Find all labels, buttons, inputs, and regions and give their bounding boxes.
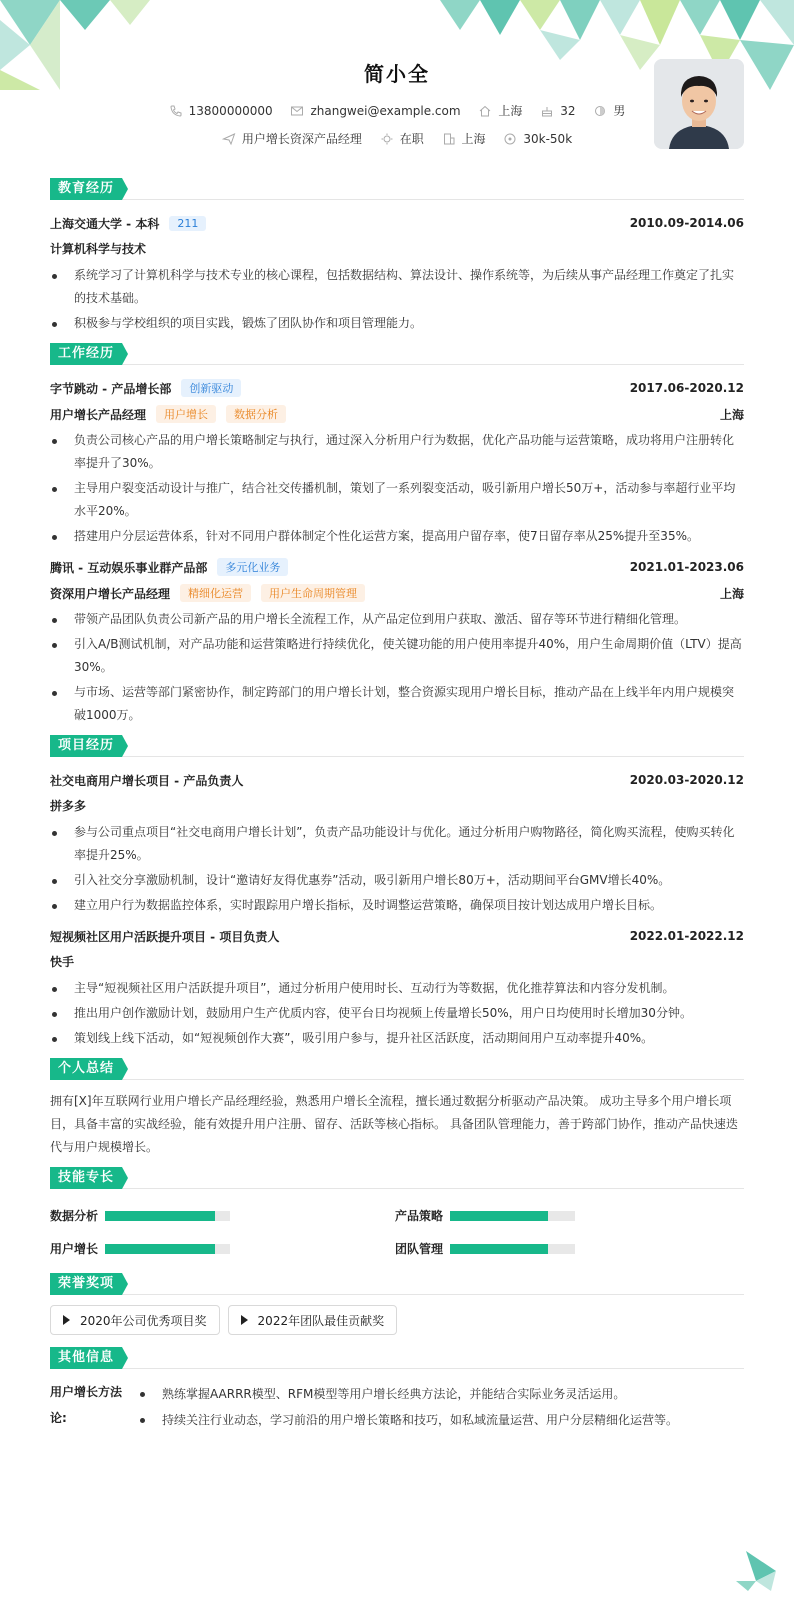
- work-bullets: [50, 608, 744, 727]
- skill-name: 用户增长: [50, 1242, 99, 1256]
- candidate-name: 简小全: [364, 62, 430, 86]
- section-title: 项目经历: [50, 735, 122, 757]
- salary-item: [503, 132, 572, 146]
- list-item: 积极参与学校组织的项目实践，锻炼了团队协作和项目管理能力。: [50, 312, 744, 335]
- project-name: 社交电商用户增长项目 - 产品负责人: [50, 773, 244, 788]
- list-item: 负责公司核心产品的用户增长策略制定与执行，通过深入分析用户行为数据，优化产品功能与运营策略，成功将用户注册转化率提升了30%。: [50, 429, 744, 475]
- other-bullets: [138, 1381, 678, 1433]
- role-name: 资深用户增长产品经理: [50, 586, 171, 601]
- other-section: [50, 1347, 744, 1439]
- gender-icon: [593, 104, 607, 118]
- work-entry: [50, 554, 744, 727]
- corner-decoration: [736, 1551, 776, 1591]
- list-item: 主导“短视频社区用户活跃提升项目”，通过分析用户使用时长、互动行为等数据，优化推荐算法和内容分发机制。: [50, 977, 744, 1000]
- job-title-item: [222, 130, 362, 147]
- target-city-item: [442, 130, 486, 147]
- salary-value: 30k-50k: [523, 131, 573, 146]
- section-title: 荣誉奖项: [50, 1273, 122, 1295]
- skill-name: 团队管理: [395, 1242, 444, 1256]
- award-chip: [228, 1305, 398, 1335]
- project-bullets: [50, 977, 744, 1050]
- projects-header: [50, 735, 744, 757]
- skill-bar: [105, 1211, 230, 1221]
- award-chip: [50, 1305, 220, 1335]
- company-tag: 创新驱动: [181, 379, 241, 397]
- job-title-value: 用户增长资深产品经理: [241, 132, 362, 146]
- company-name: 腾讯 - 互动娱乐事业群产品部: [50, 560, 208, 575]
- list-item: 与市场、运营等部门紧密协作，制定跨部门的用户增长计划，整合资源实现用户增长目标，推动产品在上线半年内用户规模突破1000万。: [50, 681, 744, 727]
- work-location: 上海: [719, 586, 744, 601]
- skill-bar-fill: [105, 1211, 215, 1221]
- school-name: 上海交通大学 - 本科: [50, 216, 160, 231]
- list-item: 引入社交分享激励机制，设计“邀请好友得优惠券”活动，吸引新用户增长80万+，活动期间平台GMV增长40%。: [50, 869, 744, 892]
- skill-item: [50, 1232, 395, 1265]
- status-icon: [380, 132, 394, 146]
- avatar: [654, 59, 744, 149]
- skill-bar-fill: [450, 1244, 548, 1254]
- projects-section: [50, 735, 744, 1050]
- money-icon: [503, 132, 517, 146]
- age-item: [540, 104, 575, 118]
- skill-bar: [450, 1244, 575, 1254]
- other-header: [50, 1347, 744, 1369]
- work-header: [50, 343, 744, 365]
- education-section: [50, 178, 744, 335]
- phone-item: [169, 104, 273, 118]
- honors-section: [50, 1273, 744, 1335]
- project-org: 拼多多: [50, 799, 87, 813]
- skill-bar-fill: [450, 1211, 548, 1221]
- phone-value: 13800000000: [188, 103, 273, 118]
- company-tag: 多元化业务: [217, 558, 288, 576]
- skill-bar: [450, 1211, 575, 1221]
- skill-name: 产品策略: [395, 1209, 444, 1223]
- list-item: 引入A/B测试机制，对产品功能和运营策略进行持续优化，使关键功能的用户使用率提升40%，用户生命周期价值（LTV）提高30%。: [50, 633, 744, 679]
- project-entry: [50, 767, 744, 917]
- role-name: 用户增长产品经理: [50, 407, 147, 422]
- city-item: [478, 102, 522, 119]
- work-entry: [50, 375, 744, 548]
- target-city-value: 上海: [461, 132, 486, 146]
- list-item: 参与公司重点项目“社交电商用户增长计划”，负责产品功能设计与优化。通过分析用户购物路径，简化购买流程，使购买转化率提升25%。: [50, 821, 744, 867]
- home-icon: [478, 104, 492, 118]
- award-label: 2022年团队最佳贡献奖: [257, 1313, 385, 1328]
- contact-line: [50, 102, 744, 121]
- play-icon: [63, 1315, 70, 1325]
- work-bullets: [50, 429, 744, 548]
- role-tag: 用户增长: [156, 405, 216, 423]
- list-item: 主导用户裂变活动设计与推广，结合社交传播机制，策划了一系列裂变活动，吸引新用户增长50万+，活动参与率超行业平均水平20%。: [50, 477, 744, 523]
- award-label: 2020年公司优秀项目奖: [80, 1313, 207, 1328]
- job-intent-line: [50, 130, 744, 149]
- other-label: 用户增长方法论:: [50, 1385, 123, 1425]
- section-title: 个人总结: [50, 1058, 122, 1080]
- work-date: 2021.01-2023.06: [629, 560, 744, 574]
- list-item: 建立用户行为数据监控体系，实时跟踪用户增长指标，及时调整运营策略，确保项目按计划达成用户增长目标。: [50, 894, 744, 917]
- awards-list: [50, 1305, 744, 1335]
- section-title: 工作经历: [50, 343, 122, 365]
- status-item: [380, 130, 424, 147]
- skill-bar: [105, 1244, 230, 1254]
- age-value: 32: [560, 103, 576, 118]
- list-item: 熟练掌握AARRR模型、RFM模型等用户增长经典方法论，并能结合实际业务灵活运用。: [138, 1381, 678, 1407]
- skills-header: [50, 1167, 744, 1189]
- project-date: 2020.03-2020.12: [629, 773, 744, 787]
- building-icon: [442, 132, 456, 146]
- email-value: zhangwei@example.com: [310, 103, 461, 118]
- gender-item: [593, 102, 625, 119]
- skill-item: [50, 1199, 395, 1232]
- summary-header: [50, 1058, 744, 1080]
- list-item: 搭建用户分层运营体系，针对不同用户群体制定个性化运营方案，提高用户留存率，使7日留存率从25%提升至35%。: [50, 525, 744, 548]
- section-title: 技能专长: [50, 1167, 122, 1189]
- list-item: 带领产品团队负责公司新产品的用户增长全流程工作，从产品定位到用户获取、激活、留存等环节进行精细化管理。: [50, 608, 744, 631]
- list-item: 系统学习了计算机科学与技术专业的核心课程，包括数据结构、算法设计、操作系统等，为后续从事产品经理工作奠定了扎实的技术基础。: [50, 264, 744, 310]
- honors-header: [50, 1273, 744, 1295]
- project-org: 快手: [50, 955, 75, 969]
- project-bullets: [50, 821, 744, 917]
- project-entry: [50, 923, 744, 1050]
- other-info: [50, 1379, 744, 1439]
- list-item: 策划线上线下活动，如“短视频创作大赛”，吸引用户参与，提升社区活跃度，活动期间用户互动率提升40%。: [50, 1027, 744, 1050]
- skills-section: [50, 1167, 744, 1265]
- section-title: 其他信息: [50, 1347, 122, 1369]
- summary-section: [50, 1058, 744, 1159]
- project-date: 2022.01-2022.12: [629, 929, 744, 943]
- skills-list: [50, 1199, 744, 1265]
- skill-name: 数据分析: [50, 1209, 99, 1223]
- send-icon: [222, 132, 236, 146]
- role-tag: 精细化运营: [180, 584, 251, 602]
- education-bullets: [50, 264, 744, 335]
- mail-icon: [290, 104, 304, 118]
- section-title: 教育经历: [50, 178, 122, 200]
- skill-item: [395, 1199, 740, 1232]
- status-value: 在职: [399, 132, 424, 146]
- role-tag: 用户生命周期管理: [261, 584, 365, 602]
- role-tag: 数据分析: [226, 405, 286, 423]
- skill-bar-fill: [105, 1244, 215, 1254]
- city-value: 上海: [498, 104, 523, 118]
- work-location: 上海: [719, 407, 744, 422]
- email-item: [290, 104, 460, 118]
- work-date: 2017.06-2020.12: [629, 381, 744, 395]
- skill-item: [395, 1232, 740, 1265]
- list-item: 持续关注行业动态，学习前沿的用户增长策略和技巧，如私域流量运营、用户分层精细化运营等。: [138, 1407, 678, 1433]
- company-name: 字节跳动 - 产品增长部: [50, 381, 172, 396]
- gender-value: 男: [613, 104, 626, 118]
- list-item: 推出用户创作激励计划，鼓励用户生产优质内容，使平台日均视频上传量增长50%，用户日均使用时长增加30分钟。: [50, 1002, 744, 1025]
- major: 计算机科学与技术: [50, 242, 147, 256]
- phone-icon: [169, 104, 183, 118]
- work-section: [50, 343, 744, 727]
- school-tag: 211: [169, 216, 206, 231]
- education-header: [50, 178, 744, 200]
- play-icon: [241, 1315, 248, 1325]
- education-date: 2010.09-2014.06: [629, 216, 744, 230]
- summary-text: 拥有[X]年互联网行业用户增长产品经理经验，熟悉用户增长全流程，擅长通过数据分析驱动产品决策。 成功主导多个用户增长项目，具备丰富的实战经验，能有效提升用户注册、留存、活跃等核心指标。 具备团队管理能力，善于跨部门协作，推动产品快速迭代与用户规模增长。: [50, 1094, 738, 1154]
- education-entry: [50, 210, 744, 335]
- resume-header: [50, 0, 744, 170]
- cake-icon: [540, 104, 554, 118]
- project-name: 短视频社区用户活跃提升项目 - 项目负责人: [50, 929, 280, 944]
